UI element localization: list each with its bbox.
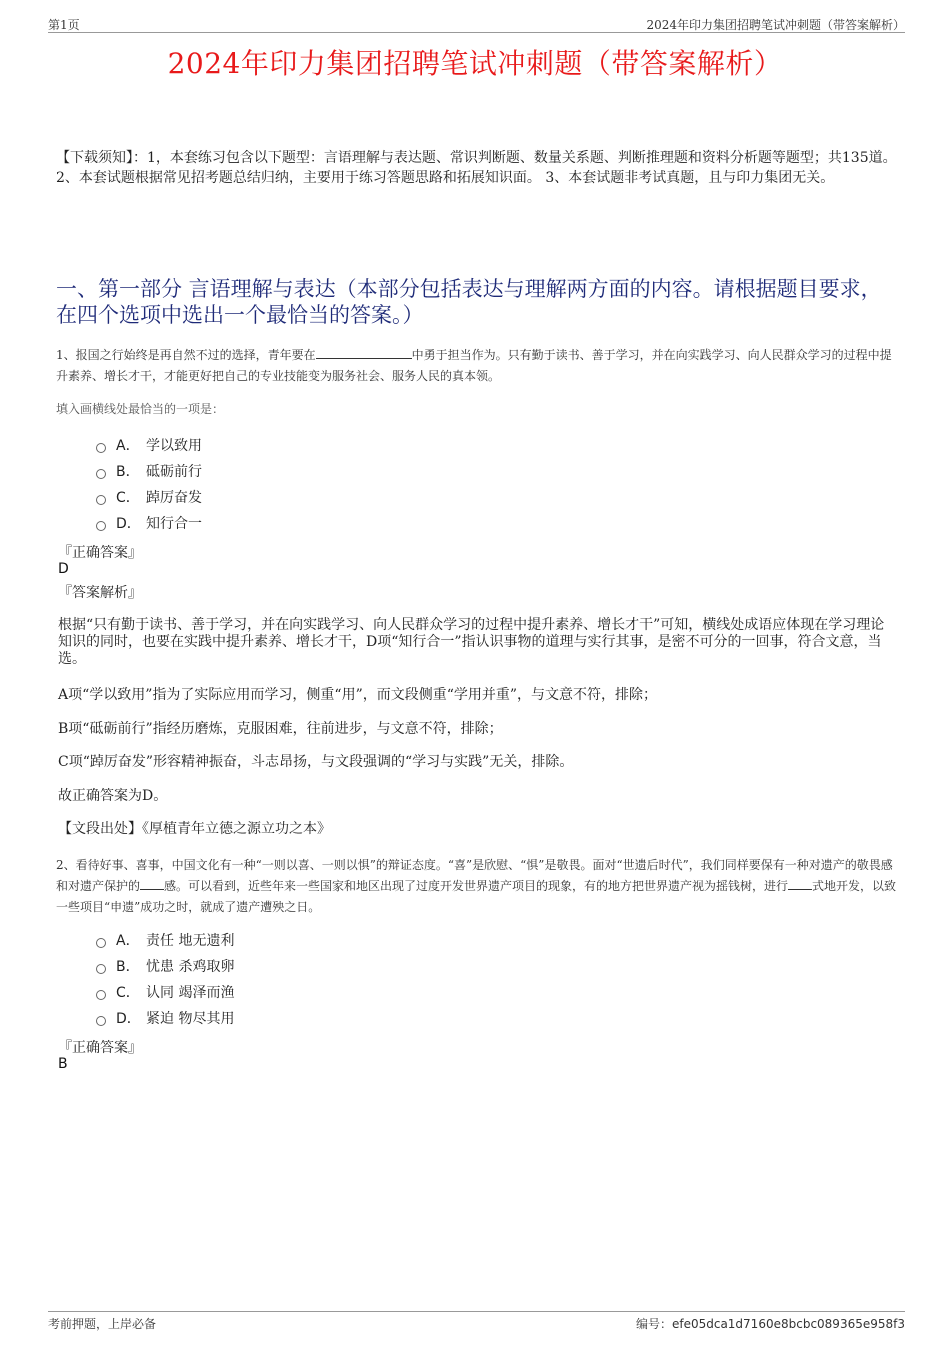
fill-blank [316,348,412,359]
radio-icon[interactable] [96,495,106,505]
section-heading: 一、第一部分 言语理解与表达（本部分包括表达与理解两方面的内容。请根据题目要求，在四个选项中选出一个最恰当的答案。） [56,277,882,327]
radio-icon[interactable] [96,990,106,1000]
radio-icon[interactable] [96,469,106,479]
question-1-options [96,432,202,536]
correct-answer-label: 『正确答案』 [58,1040,142,1056]
page-header [48,14,905,33]
header-doc-title: 2024年印力集团招聘笔试冲刺题（带答案解析） [646,18,905,32]
analysis-paragraph: A项“学以致用”指为了实际应用而学习，侧重“用”，而文段侧重“学用并重”，与文意不符，排除； [58,687,658,703]
option-c[interactable]: C． 认同 竭泽而渔 [96,979,234,1005]
option-d[interactable]: D． 紧迫 物尽其用 [96,1005,234,1031]
analysis-conclusion: 故正确答案为D。 [58,788,168,804]
footer-slogan: 考前押题，上岸必备 [48,1317,157,1331]
analysis-label: 『答案解析』 [58,585,142,601]
correct-answer: D [58,561,69,577]
correct-answer-label: 『正确答案』 [58,545,142,561]
question-1-instruction: 填入画横线处最恰当的一项是： [56,402,225,416]
option-b[interactable]: B． 砥砺前行 [96,458,202,484]
fill-blank [788,879,812,890]
download-notice: 【下载须知】：1，本套练习包含以下题型：言语理解与表达题、常识判断题、数量关系题、判断推理题和资料分析题等题型；共135道。 2、本套试题根据常见招考题总结归纳，主要用于练习答题思路和拓展知识面。 3、本套试题非考试真题，且与印力集团无关。 [56,150,897,186]
option-c[interactable]: C． 踔厉奋发 [96,484,202,510]
question-1-stem: 1、报国之行始终是再自然不过的选择，青年要在 中勇于担当作为。只有勤于读书、善于学习，并在向实践学习、向人民群众学习的过程中提升素养、增长才干，才能更好把自己的专业技能变为服务社会、服务人民的真本领。 [56,348,892,383]
analysis-paragraph: 根据“只有勤于读书、善于学习，并在向实践学习、向人民群众学习的过程中提升素养、增长才干”可知，横线处成语应体现在学习理论知识的同时，也要在实践中提升素养、增长才干，D项“知行合一”指认识事物的道理与实行其事，是密不可分的一回事，符合文意，当选。 [58,617,885,667]
option-d[interactable]: D． 知行合一 [96,510,202,536]
radio-icon[interactable] [96,1016,106,1026]
option-a[interactable]: A． 责任 地无遗利 [96,927,234,953]
radio-icon[interactable] [96,521,106,531]
analysis-paragraph: C项“踔厉奋发”形容精神振奋，斗志昂扬，与文段强调的“学习与实践”无关，排除。 [58,754,574,770]
document-title: 2024年印力集团招聘笔试冲刺题（带答案解析） [167,47,783,80]
page-footer [48,1311,905,1331]
question-2-options [96,927,234,1031]
fill-blank [140,879,164,890]
option-b[interactable]: B． 忧患 杀鸡取卵 [96,953,234,979]
option-a[interactable]: A． 学以致用 [96,432,202,458]
passage-source: 【文段出处】《厚植青年立德之源立功之本》 [58,821,331,837]
analysis-paragraph: B项“砥砺前行”指经历磨炼，克服困难，往前进步，与文意不符，排除； [58,721,503,737]
radio-icon[interactable] [96,964,106,974]
footer-code: 编号：efe05dca1d7160e8bcbc089365e958f3 [635,1317,905,1331]
question-2-stem: 2、看待好事、喜事，中国文化有一种“一则以喜、一则以惧”的辩证态度。“喜”是欣慰、“惧”是敬畏。面对“世遗后时代”，我们同样要保有一种对遗产的敬畏感和对遗产保护的 感。可以看到，近些年来一些国家和地区出现了过度开发世界遗产项目的现象，有的地方把世界遗产视为摇钱树，进行 式地开发，以致一些项目“申遗”成功之时，就成了遗产遭殃之日。 [56,858,897,914]
page-number: 第1页 [48,18,80,32]
radio-icon[interactable] [96,443,106,453]
correct-answer: B [58,1056,68,1072]
radio-icon[interactable] [96,938,106,948]
